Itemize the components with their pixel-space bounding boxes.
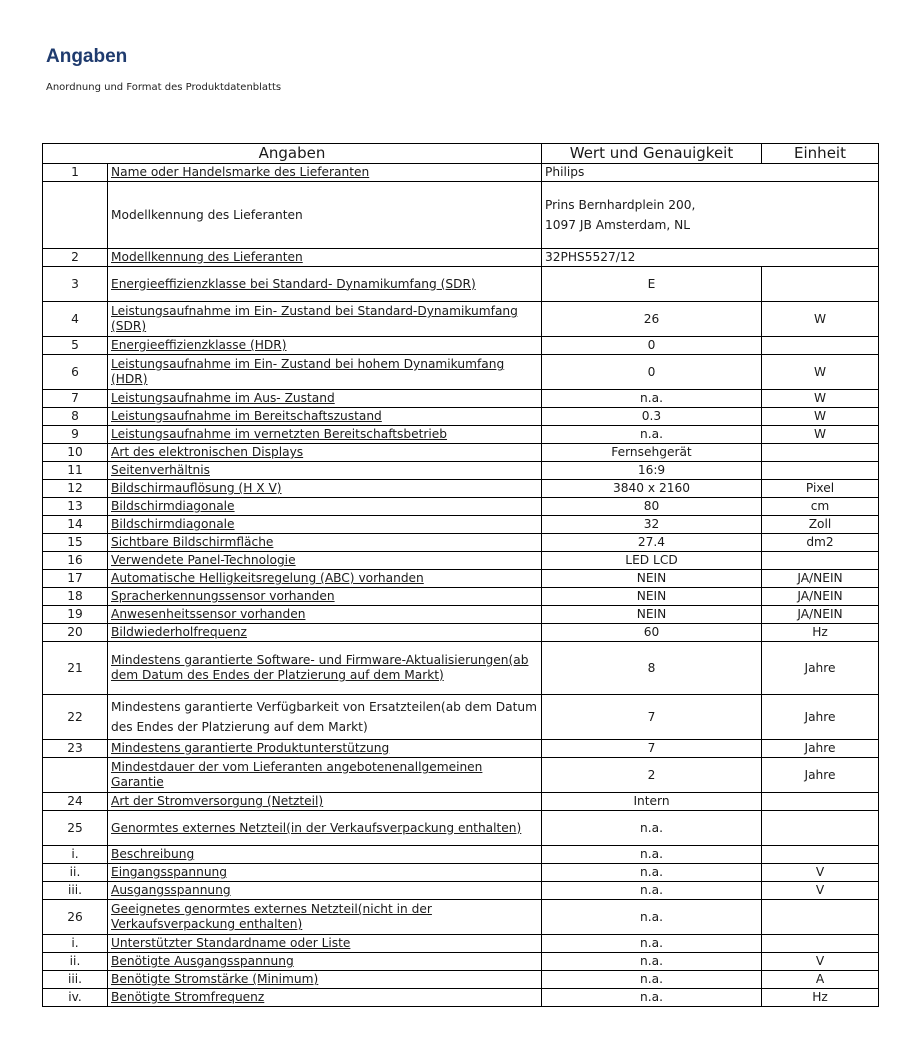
row-number: 5 (43, 337, 108, 355)
row-description: Leistungsaufnahme im vernetzten Bereitschaftsbetrieb (111, 427, 448, 441)
row-number: 1 (43, 164, 108, 182)
row-description: Benötigte Stromfrequenz (111, 990, 265, 1004)
row-number (43, 758, 108, 793)
row-unit: A (762, 971, 879, 989)
row-description: Leistungsaufnahme im Aus- Zustand (111, 391, 335, 405)
row-number: 8 (43, 408, 108, 426)
row-unit: JA/NEIN (762, 606, 879, 624)
product-data-table (42, 143, 879, 1007)
row-description-cell (108, 793, 542, 811)
row-description-cell (108, 758, 542, 793)
row-unit (762, 811, 879, 846)
document-subtitle: Anordnung und Format des Produktdatenblatts (46, 82, 282, 93)
row-description-cell (108, 642, 542, 695)
table-row (43, 811, 879, 846)
row-value: 32PHS5527/12 (542, 249, 879, 267)
row-description: Modellkennung des Lieferanten (111, 250, 303, 264)
row-unit: JA/NEIN (762, 588, 879, 606)
row-description-cell (108, 480, 542, 498)
table-row (43, 793, 879, 811)
row-value: 7 (542, 740, 762, 758)
row-value: 27.4 (542, 534, 762, 552)
row-description-cell (108, 302, 542, 337)
row-number: i. (43, 846, 108, 864)
row-unit: W (762, 390, 879, 408)
row-value: 0 (542, 337, 762, 355)
row-value: 2 (542, 758, 762, 793)
row-description-cell (108, 864, 542, 882)
row-description: Mindestdauer der vom Lieferanten angebotenenallgemeinen Garantie (111, 760, 483, 789)
row-number: 6 (43, 355, 108, 390)
row-description-cell (108, 900, 542, 935)
row-unit (762, 444, 879, 462)
row-value: LED LCD (542, 552, 762, 570)
row-number: 4 (43, 302, 108, 337)
table-row (43, 695, 879, 740)
row-description: Spracherkennungssensor vorhanden (111, 589, 335, 603)
row-number: 13 (43, 498, 108, 516)
row-value: NEIN (542, 570, 762, 588)
row-description-cell (108, 390, 542, 408)
table-row (43, 900, 879, 935)
row-value: n.a. (542, 989, 762, 1007)
row-value: n.a. (542, 953, 762, 971)
row-description-cell (108, 516, 542, 534)
table-row (43, 864, 879, 882)
row-description: Bildschirmauflösung (H X V) (111, 481, 282, 495)
row-value: n.a. (542, 426, 762, 444)
table-row (43, 624, 879, 642)
row-value: 0 (542, 355, 762, 390)
row-description-cell (108, 935, 542, 953)
row-value: 0.3 (542, 408, 762, 426)
table-row (43, 408, 879, 426)
row-number: 21 (43, 642, 108, 695)
row-description: Leistungsaufnahme im Bereitschaftszustand (111, 409, 382, 423)
row-number: 2 (43, 249, 108, 267)
row-value: 60 (542, 624, 762, 642)
table-row (43, 462, 879, 480)
row-number: 12 (43, 480, 108, 498)
row-unit: V (762, 953, 879, 971)
row-unit: Zoll (762, 516, 879, 534)
row-description: Mindestens garantierte Verfügbarkeit von Ersatzteilen(ab dem Datum des Endes der Platzierung auf dem Markt) (111, 700, 537, 734)
row-description-cell (108, 953, 542, 971)
row-description: Geeignetes genormtes externes Netzteil(nicht in der Verkaufsverpackung enthalten) (111, 902, 432, 931)
table-row (43, 740, 879, 758)
row-description-cell (108, 695, 542, 740)
row-unit: Jahre (762, 642, 879, 695)
row-number: 9 (43, 426, 108, 444)
row-value: Prins Bernhardplein 200, 1097 JB Amsterdam, NL (542, 182, 879, 249)
row-description-cell (108, 882, 542, 900)
row-unit (762, 900, 879, 935)
row-description: Bildwiederholfrequenz (111, 625, 247, 639)
row-number: 3 (43, 267, 108, 302)
row-number: 11 (43, 462, 108, 480)
table-row (43, 249, 879, 267)
table-row (43, 846, 879, 864)
table-row (43, 444, 879, 462)
row-value: n.a. (542, 935, 762, 953)
table-row (43, 642, 879, 695)
row-unit: dm2 (762, 534, 879, 552)
row-unit: V (762, 882, 879, 900)
row-description-cell (108, 624, 542, 642)
row-description: Art der Stromversorgung (Netzteil) (111, 794, 324, 808)
row-description-cell (108, 462, 542, 480)
row-description-cell (108, 267, 542, 302)
table-row (43, 882, 879, 900)
row-number: i. (43, 935, 108, 953)
row-description-cell (108, 552, 542, 570)
table-row (43, 164, 879, 182)
row-description: Mindestens garantierte Software- und Firmware-Aktualisierungen(ab dem Datum des Endes der Platzierung auf dem Markt) (111, 653, 529, 682)
table-row (43, 182, 879, 249)
row-value: n.a. (542, 864, 762, 882)
row-unit: W (762, 302, 879, 337)
row-value: E (542, 267, 762, 302)
row-unit (762, 846, 879, 864)
row-number: ii. (43, 864, 108, 882)
row-value: NEIN (542, 588, 762, 606)
row-description: Seitenverhältnis (111, 463, 210, 477)
row-unit: W (762, 408, 879, 426)
row-unit: cm (762, 498, 879, 516)
row-unit: JA/NEIN (762, 570, 879, 588)
row-description: Leistungsaufnahme im Ein- Zustand bei Standard-Dynamikumfang (SDR) (111, 304, 518, 333)
row-description: Modellkennung des Lieferanten (111, 208, 303, 222)
row-description-cell (108, 408, 542, 426)
row-value: 26 (542, 302, 762, 337)
row-description-cell (108, 444, 542, 462)
header-value: Wert und Genauigkeit (542, 144, 762, 164)
row-number (43, 182, 108, 249)
row-number: iv. (43, 989, 108, 1007)
row-number: 23 (43, 740, 108, 758)
row-value: Fernsehgerät (542, 444, 762, 462)
row-description-cell (108, 355, 542, 390)
table-row (43, 971, 879, 989)
row-number: 22 (43, 695, 108, 740)
row-description: Mindestens garantierte Produktunterstützung (111, 741, 390, 755)
row-description-cell (108, 570, 542, 588)
row-value: 7 (542, 695, 762, 740)
row-description: Benötigte Stromstärke (Minimum) (111, 972, 319, 986)
table-row (43, 337, 879, 355)
row-description: Anwesenheitssensor vorhanden (111, 607, 306, 621)
row-number: 25 (43, 811, 108, 846)
row-description-cell (108, 989, 542, 1007)
row-number: 18 (43, 588, 108, 606)
row-description: Leistungsaufnahme im Ein- Zustand bei hohem Dynamikumfang (HDR) (111, 357, 505, 386)
row-unit: Hz (762, 989, 879, 1007)
table-row (43, 989, 879, 1007)
row-description-cell (108, 971, 542, 989)
row-unit (762, 337, 879, 355)
row-number: 10 (43, 444, 108, 462)
table-row (43, 606, 879, 624)
table-row (43, 355, 879, 390)
row-value: n.a. (542, 971, 762, 989)
table-row (43, 302, 879, 337)
row-description: Bildschirmdiagonale (111, 517, 235, 531)
row-description: Energieeffizienzklasse bei Standard- Dynamikumfang (SDR) (111, 276, 476, 291)
row-value: NEIN (542, 606, 762, 624)
row-number: iii. (43, 971, 108, 989)
table-header-row (43, 144, 879, 164)
table-row (43, 758, 879, 793)
table-row (43, 534, 879, 552)
row-description-cell (108, 846, 542, 864)
row-value: n.a. (542, 882, 762, 900)
table-row (43, 935, 879, 953)
row-description: Beschreibung (111, 847, 195, 861)
row-number: 14 (43, 516, 108, 534)
table-row (43, 267, 879, 302)
row-value: n.a. (542, 900, 762, 935)
row-value: Philips (542, 164, 879, 182)
row-description-cell (108, 588, 542, 606)
table-row (43, 480, 879, 498)
row-unit (762, 552, 879, 570)
row-number: ii. (43, 953, 108, 971)
row-number: 7 (43, 390, 108, 408)
row-value: 16:9 (542, 462, 762, 480)
row-unit: Jahre (762, 740, 879, 758)
row-number: 20 (43, 624, 108, 642)
row-value: 80 (542, 498, 762, 516)
row-unit: Hz (762, 624, 879, 642)
row-description-cell (108, 426, 542, 444)
table-row (43, 570, 879, 588)
row-description-cell (108, 498, 542, 516)
row-description: Verwendete Panel-Technologie (111, 553, 296, 567)
row-unit: Pixel (762, 480, 879, 498)
row-number: iii. (43, 882, 108, 900)
row-description: Energieeffizienzklasse (HDR) (111, 338, 287, 352)
row-description: Art des elektronischen Displays (111, 445, 304, 459)
table-row (43, 498, 879, 516)
header-description: Angaben (43, 144, 542, 164)
header-unit: Einheit (762, 144, 879, 164)
row-description: Benötigte Ausgangsspannung (111, 954, 294, 968)
row-description-cell (108, 534, 542, 552)
row-value: n.a. (542, 811, 762, 846)
row-description: Unterstützter Standardname oder Liste (111, 936, 351, 950)
row-value: n.a. (542, 390, 762, 408)
row-description-cell (108, 606, 542, 624)
document-title: Angaben (46, 46, 128, 67)
row-value: 8 (542, 642, 762, 695)
row-description: Automatische Helligkeitsregelung (ABC) vorhanden (111, 571, 424, 585)
row-description-cell (108, 811, 542, 846)
row-unit: Jahre (762, 695, 879, 740)
row-description-cell (108, 164, 542, 182)
row-description: Name oder Handelsmarke des Lieferanten (111, 165, 370, 179)
row-description-cell (108, 740, 542, 758)
row-value: 3840 x 2160 (542, 480, 762, 498)
row-description: Genormtes externes Netzteil(in der Verkaufsverpackung enthalten) (111, 820, 522, 835)
row-unit (762, 793, 879, 811)
table-row (43, 390, 879, 408)
row-unit (762, 462, 879, 480)
row-value: n.a. (542, 846, 762, 864)
row-number: 15 (43, 534, 108, 552)
row-unit: Jahre (762, 758, 879, 793)
table-body (43, 164, 879, 1007)
row-description: Ausgangsspannung (111, 883, 231, 897)
row-number: 16 (43, 552, 108, 570)
row-number: 19 (43, 606, 108, 624)
table-row (43, 552, 879, 570)
row-description-cell (108, 182, 542, 249)
table-row (43, 516, 879, 534)
row-unit: W (762, 426, 879, 444)
row-unit (762, 935, 879, 953)
table-row (43, 953, 879, 971)
row-description: Sichtbare Bildschirmfläche (111, 535, 274, 549)
table-row (43, 426, 879, 444)
row-value: Intern (542, 793, 762, 811)
row-unit: W (762, 355, 879, 390)
row-value: 32 (542, 516, 762, 534)
row-unit (762, 267, 879, 302)
row-number: 17 (43, 570, 108, 588)
row-number: 26 (43, 900, 108, 935)
row-unit: V (762, 864, 879, 882)
row-description-cell (108, 337, 542, 355)
table-row (43, 588, 879, 606)
row-description: Eingangsspannung (111, 865, 228, 879)
row-description-cell (108, 249, 542, 267)
row-number: 24 (43, 793, 108, 811)
row-description: Bildschirmdiagonale (111, 499, 235, 513)
